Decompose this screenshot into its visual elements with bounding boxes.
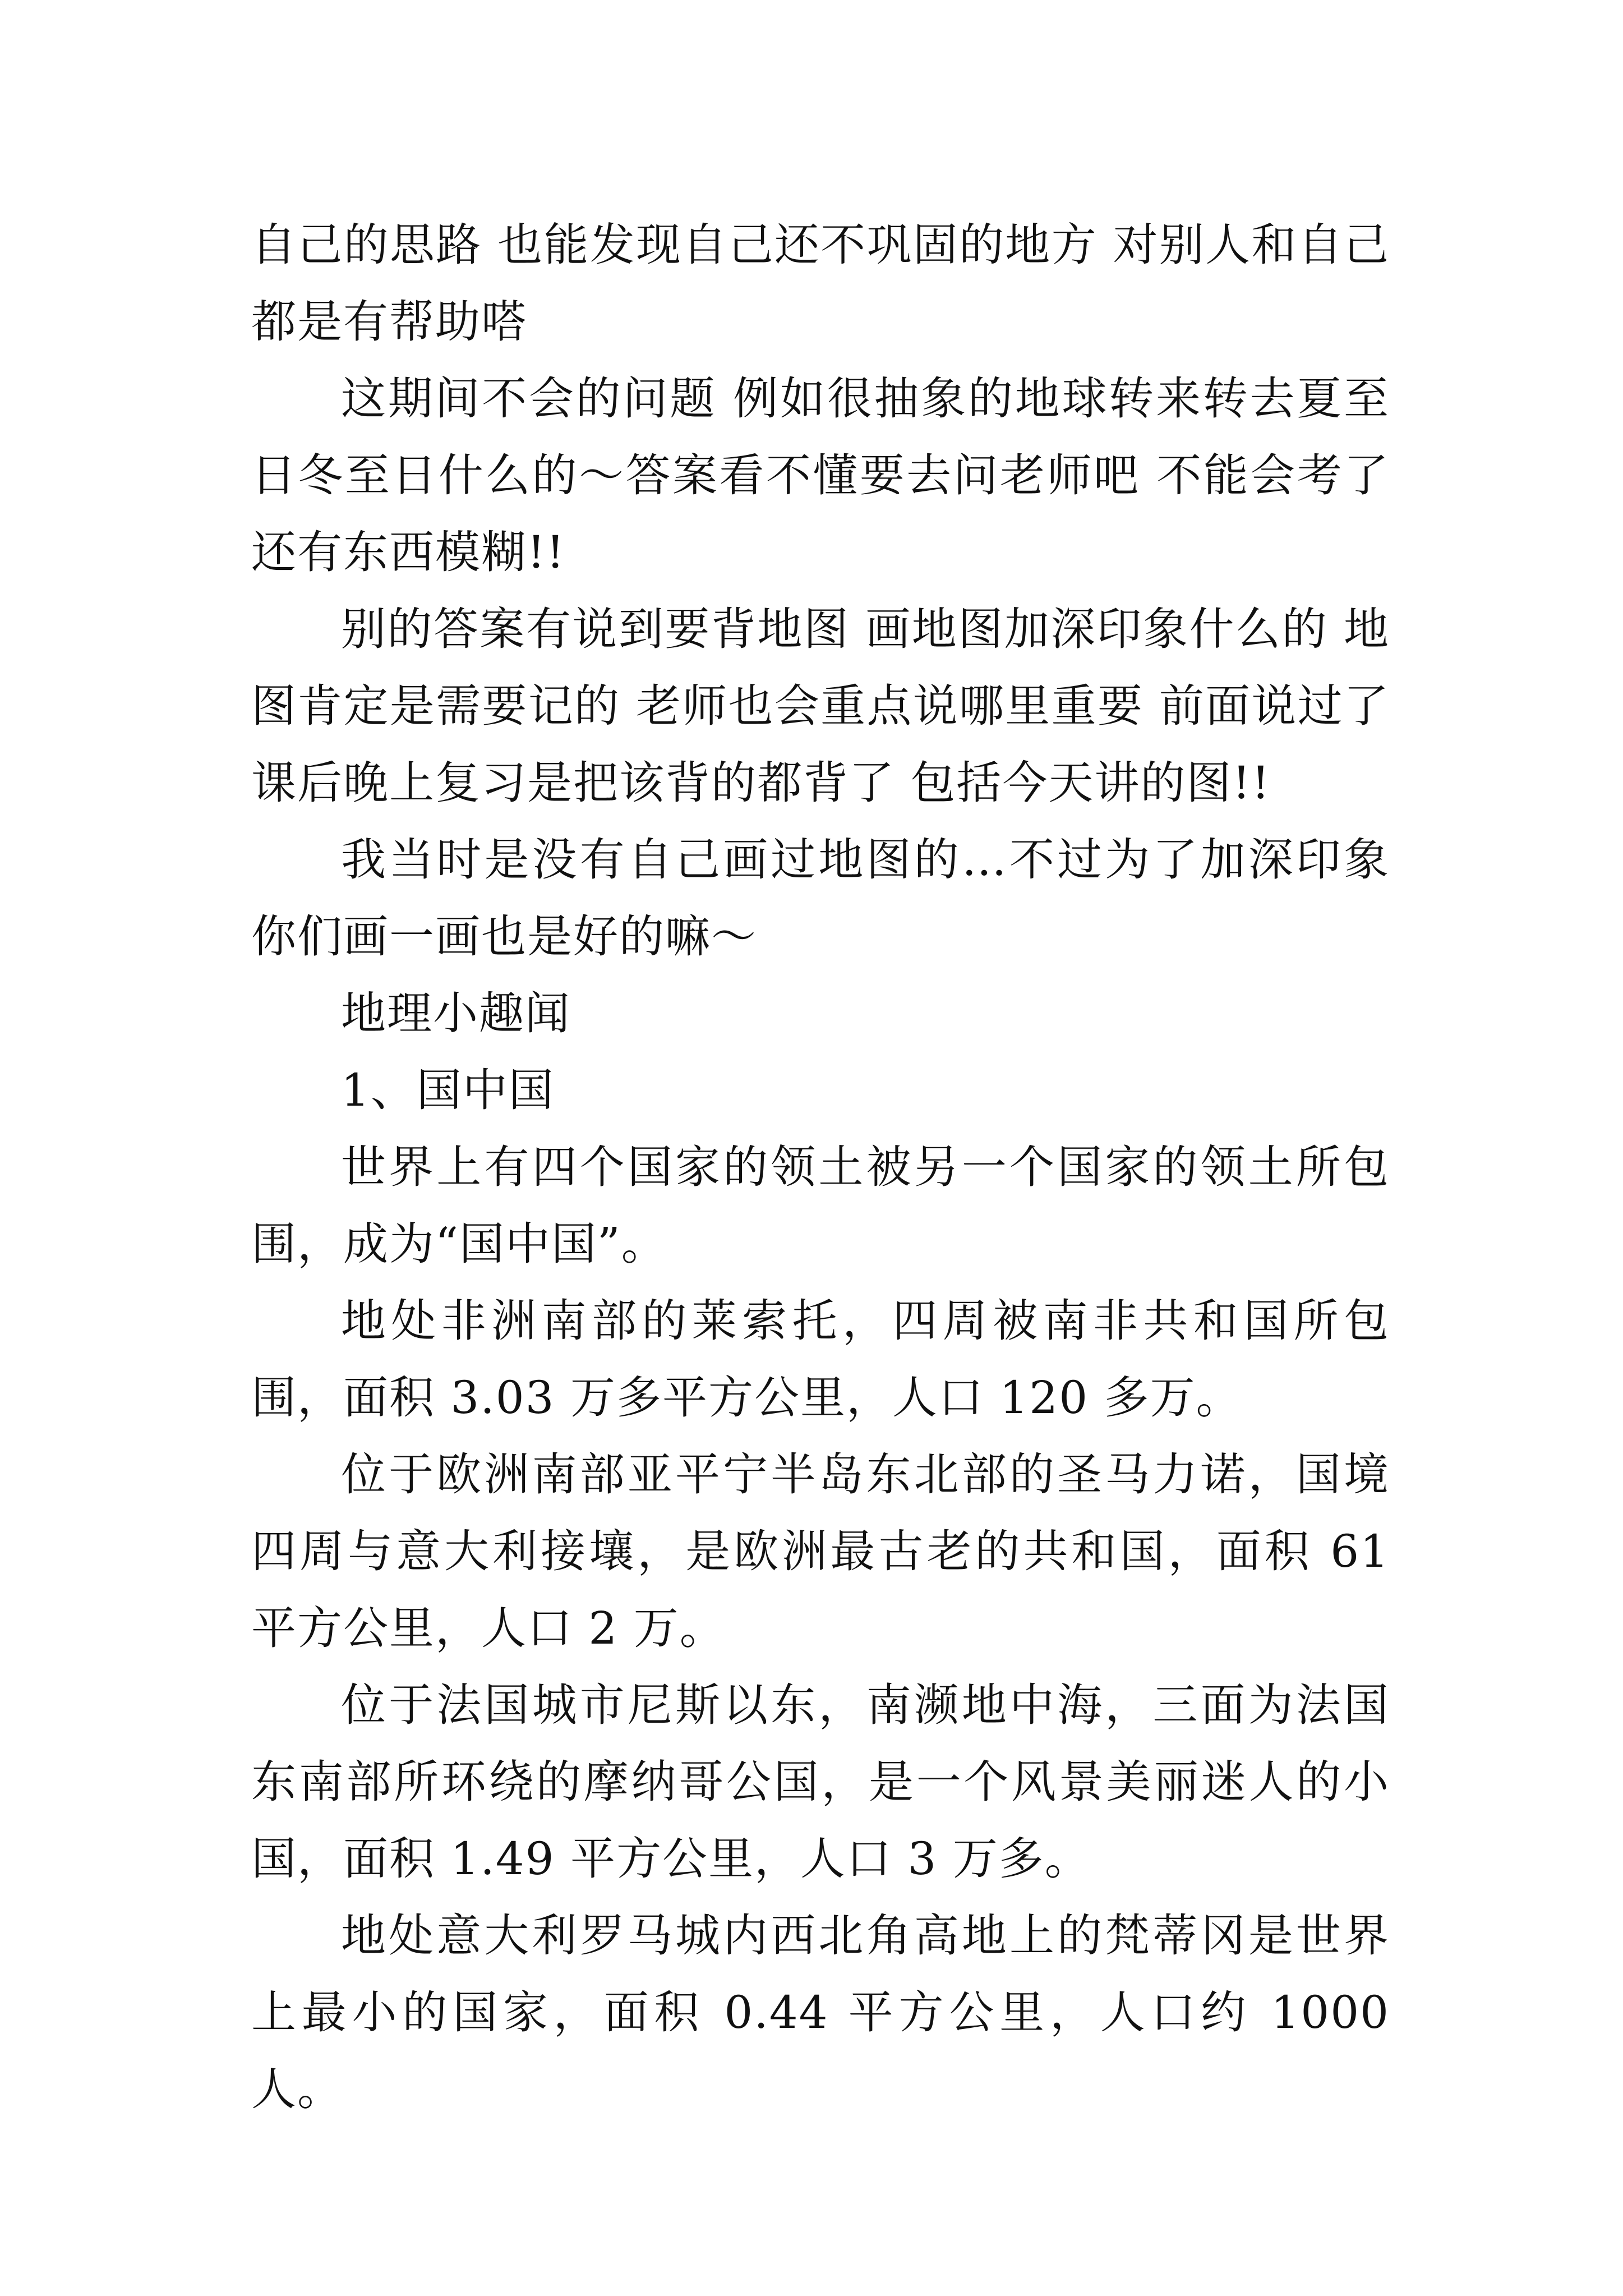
document-body xyxy=(251,206,1390,2128)
paragraph-ask-teacher: 这期间不会的问题 例如很抽象的地球转来转去夏至日冬至日什么的～答案看不懂要去问老师吧 不能会考了还有东西模糊!! xyxy=(251,372,1390,578)
paragraph-lesotho: 地处非洲南部的莱索托，四周被南非共和国所包围，面积 3.03 万多平方公里，人口 120 多万。 xyxy=(251,1295,1390,1424)
paragraph-vatican: 地处意大利罗马城内西北角高地上的梵蒂冈是世界上最小的国家，面积 0.44 平方公里，人口约 1000 人。 xyxy=(251,1910,1390,2115)
paragraph-monaco: 位于法国城市尼斯以东，南濒地中海，三面为法国东南部所环绕的摩纳哥公国，是一个风景美丽迷人的小国，面积 1.49 平方公里，人口 3 万多。 xyxy=(251,1679,1390,1885)
paragraph-enclaved-countries-intro: 世界上有四个国家的领土被另一个国家的领土所包围，成为“国中国”。 xyxy=(251,1141,1390,1270)
paragraph-memorize-maps: 别的答案有说到要背地图 画地图加深印象什么的 地图肯定是需要记的 老师也会重点说哪里重要 前面说过了课后晚上复习是把该背的都背了 包括今天讲的图!! xyxy=(251,603,1390,809)
subheading-country-within-country: 1、国中国 xyxy=(341,1064,555,1116)
paragraph-draw-maps: 我当时是没有自己画过地图的…不过为了加深印象你们画一画也是好的嘛～ xyxy=(251,834,1390,963)
section-heading-geography-trivia: 地理小趣闻 xyxy=(341,987,571,1039)
paragraph-review-benefit: 自己的思路 也能发现自己还不巩固的地方 对别人和自己都是有帮助嗒 xyxy=(251,219,1390,348)
paragraph-san-marino: 位于欧洲南部亚平宁半岛东北部的圣马力诺，国境四周与意大利接壤，是欧洲最古老的共和国，面积 61 平方公里，人口 2 万。 xyxy=(251,1448,1390,1654)
